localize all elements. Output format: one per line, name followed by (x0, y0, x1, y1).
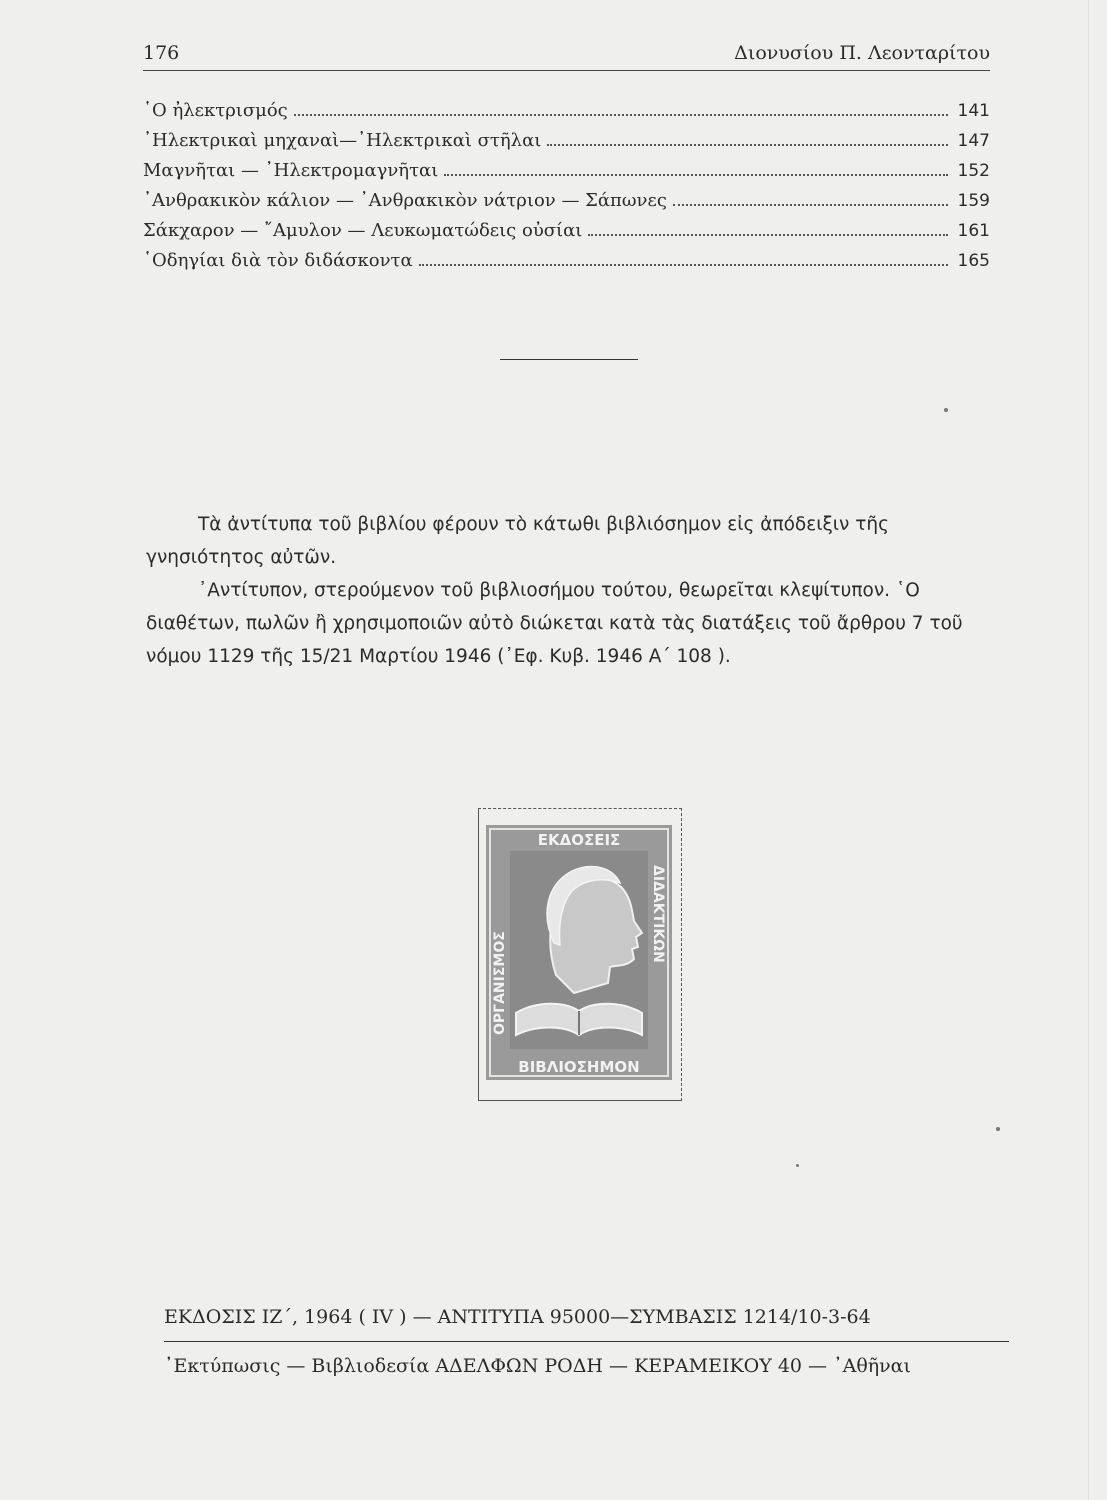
toc-leader-dots (588, 233, 947, 236)
toc-entry-title: ῾Ο ἠλεκτρισμός (143, 100, 288, 121)
edition-line: ΕΚΔΟΣΙΣ ΙΖ΄, 1964 ( IV ) — ΑΝΤΙΤΥΠΑ 95000—ΣΥΜΒΑΣΙΣ 1214/10-3-64 (164, 1306, 871, 1328)
toc-entry-title: ῾Οδηγίαι διὰ τὸν διδάσκοντα (143, 250, 413, 271)
stamp-left-text: ΟΡΓΑΝΙΣΜΟΣ (492, 931, 508, 1035)
toc-entry-page: 159 (957, 191, 990, 211)
header-rule (143, 70, 990, 71)
toc-entry-page: 152 (957, 161, 990, 181)
scan-speck (944, 408, 948, 412)
toc-entry (143, 190, 990, 220)
toc-entry (143, 130, 990, 160)
toc-leader-dots (444, 173, 947, 176)
stamp-top-text: ΕΚΔΟΣΕΙΣ (537, 831, 621, 849)
table-of-contents (143, 100, 990, 280)
stamp-right-text: ΔΙΔΑΚΤΙΚΩΝ (650, 865, 666, 963)
toc-entry (143, 250, 990, 280)
toc-leader-dots (294, 113, 948, 116)
section-separator (500, 359, 638, 360)
toc-entry-title: ᾽Ηλεκτρικαὶ μηχαναὶ—᾽Ηλεκτρικαὶ στῆλαι (143, 130, 542, 151)
scan-edge-line (1088, 0, 1089, 1500)
toc-entry-page: 147 (957, 131, 990, 151)
toc-entry-page: 165 (957, 251, 990, 271)
printer-line: ᾽Εκτύπωσις — Βιβλιοδεσία ΑΔΕΛΦΩΝ ΡΟΔΗ — ΚΕΡΑΜΕΙΚΟΥ 40 — ᾽Αθῆναι (164, 1355, 911, 1377)
toc-entry-title: Σάκχαρον — ῎Αμυλον — Λευκωματώδεις οὐσίαι (143, 220, 583, 241)
notice-paragraph: ᾽Αντίτυπον, στερούμενον τοῦ βιβλιοσήμου τούτου, θεωρεῖται κλεψίτυπον. ῾Ο διαθέτων, πωλῶν ἢ χρησιμοποιῶν αὐτὸ διώκεται κατὰ τὰς διατάξεις τοῦ ἄρθρου 7 τοῦ νόμου 1129 τῆς 15/21 Μαρτίου 1946 (᾽Εφ. Κυβ. 1946 Α΄ 108 ). (146, 580, 963, 667)
footer-rule (164, 1341, 1009, 1342)
toc-leader-dots (673, 203, 948, 206)
notice-paragraph: Τὰ ἀντίτυπα τοῦ βιβλίου φέρουν τὸ κάτωθι βιβλιόσημον εἰς ἀπόδειξιν τῆς γνησιότητος αὐτῶν. (146, 514, 889, 568)
page-header (143, 42, 990, 72)
toc-entry (143, 100, 990, 130)
toc-entry-page: 141 (957, 101, 990, 121)
running-head: Διονυσίου Π. Λεονταρίτου (734, 42, 990, 64)
toc-entry (143, 160, 990, 190)
toc-entry-title: ᾽Ανθρακικὸν κάλιον — ᾽Ανθρακικὸν νάτριον — Σάπωνες (143, 190, 667, 211)
scan-speck (796, 1164, 799, 1167)
authenticity-notice (146, 508, 998, 673)
toc-entry-title: Μαγνῆται — ᾽Ηλεκτρομαγνῆται (143, 160, 439, 181)
scan-speck (996, 1127, 1000, 1131)
toc-leader-dots (419, 263, 948, 266)
toc-entry-page: 161 (957, 221, 990, 241)
book-stamp-emblem (486, 825, 672, 1080)
page-number: 176 (143, 42, 180, 64)
toc-leader-dots (547, 143, 947, 146)
toc-entry (143, 220, 990, 250)
stamp-bottom-text: ΒΙΒΛΙΟΣΗΜΟΝ (518, 1058, 640, 1076)
